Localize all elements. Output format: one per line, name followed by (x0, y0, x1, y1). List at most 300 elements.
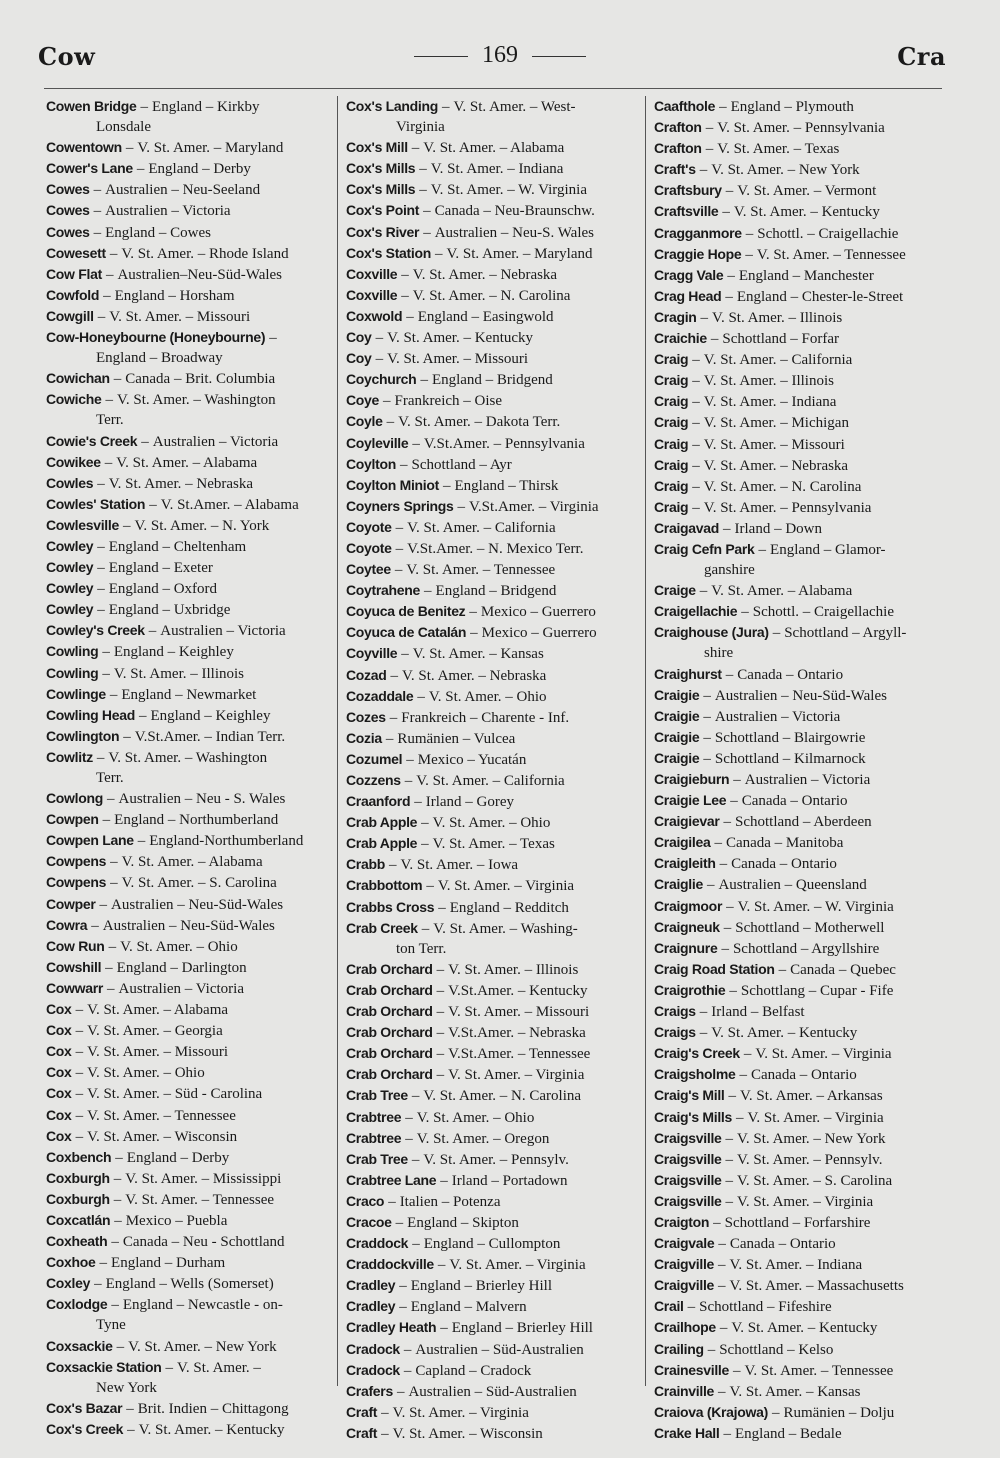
list-item (42, 1105, 332, 1126)
entry-location: V. St. Amer. – Washington (116, 392, 276, 409)
list-item (650, 1001, 946, 1022)
entry-location: V. St. Amer. – Missouri (703, 436, 845, 453)
entry-name: Craigvale (654, 1235, 715, 1252)
list-item (42, 705, 332, 726)
entry-location: V.St.Amer. – Tennessee (448, 1046, 591, 1063)
entry-location: V.St.Amer. – Indian Terr. (134, 728, 286, 745)
entry-location: V. St. Amer. – Ohio (120, 938, 238, 955)
entry-location: England – Oxford (108, 581, 218, 598)
entry-name: Cowles' Station (46, 495, 146, 512)
entry-location: Canada – Quebec (790, 961, 896, 978)
entry-name: Craft (346, 1424, 378, 1441)
list-item (650, 811, 946, 832)
list-item (650, 497, 946, 518)
header-left-guideword: Cow (38, 42, 96, 71)
entry-location: V. St. Amer. – N. Carolina (412, 287, 571, 304)
entry-name: Cowley (46, 601, 94, 618)
list-item (42, 536, 332, 557)
list-item (42, 1210, 332, 1231)
entry-name: Crabtree Lane (346, 1171, 437, 1188)
entry-location: England – Keighley (113, 644, 234, 661)
entry-location: V. St. Amer. – Vermont (737, 183, 877, 200)
list-item (650, 748, 946, 769)
entry-separator: – (436, 1046, 445, 1063)
entry-separator: – (700, 309, 709, 326)
entry-name: Coxlodge (46, 1296, 108, 1313)
entry-location: Canada – Ontario (731, 856, 837, 873)
entry-location: Irland – Belfast (711, 1004, 805, 1021)
entry-location: V. St. Amer. – Virginia (747, 1109, 884, 1126)
entry-name: Cragganmore (654, 224, 742, 241)
entry-name: Coxbench (46, 1148, 112, 1165)
entry-name: Cowlington (46, 727, 120, 744)
entry-separator: – (706, 877, 715, 894)
entry-separator: – (399, 1278, 407, 1295)
entry-name: Craigellachie (654, 603, 738, 620)
list-item (42, 1357, 332, 1378)
list-item (42, 957, 332, 978)
entry-location: V. St. Amer. – Alabama (116, 454, 258, 471)
entry-name: Cragin (654, 308, 697, 325)
entry-separator: – (401, 287, 409, 304)
list-item (342, 1402, 640, 1423)
entry-location: Australien – Victoria (744, 772, 871, 788)
entry-location: V. St. Amer. – Virginia (755, 1046, 892, 1063)
entry-location: V.St.Amer. – Virginia (469, 498, 599, 515)
entry-name: Cozzens (346, 772, 401, 788)
entry-location: England – Bridgend (431, 372, 553, 389)
entry-name: Craigie (654, 707, 700, 724)
entry-name: Cox's Station (346, 244, 431, 261)
entry-name: Cowfold (46, 286, 100, 303)
entry-location: V. St. Amer. – Pennsylv. (423, 1151, 569, 1168)
list-item (650, 1022, 946, 1043)
entry-separator: – (436, 961, 445, 978)
entry-name: Cox (46, 1127, 72, 1144)
entry-location: England – Manchester (738, 267, 874, 284)
list-item (42, 620, 332, 641)
entry-name: Craig Cefn Park (654, 540, 755, 557)
list-item (42, 473, 332, 494)
entry-name: Craft's (654, 161, 696, 178)
entry-separator: – (699, 583, 708, 600)
entry-location: V. St. Amer. – Washing- (433, 920, 578, 937)
entry-separator: – (107, 791, 115, 808)
list-item (650, 727, 946, 748)
header-dash-right (532, 56, 586, 57)
entry-name: Crab Orchard (346, 1003, 433, 1020)
entry-separator: – (137, 833, 146, 850)
entry-continuation: Terr. (96, 412, 124, 429)
entry-location: Canada – Ontario (729, 1236, 836, 1253)
entry-separator: – (435, 245, 443, 262)
entry-name: Craig (654, 351, 689, 368)
entry-name: Craco (346, 1192, 385, 1209)
entry-name: Craigneuk (654, 918, 720, 935)
entry-name: Craigsville (654, 1150, 722, 1167)
list-item (342, 959, 640, 980)
entry-separator: – (122, 517, 131, 534)
entry-location: V. St. Amer. – Washington (108, 749, 268, 766)
list-item (342, 1128, 640, 1149)
entry-separator: – (440, 1172, 448, 1189)
entry-separator: – (401, 266, 409, 283)
entry-location: V. St. Amer. – Rhode Island (121, 245, 289, 262)
entry-name: Cozia (346, 729, 382, 746)
list-item (650, 1085, 946, 1106)
list-item (650, 518, 946, 539)
page-number: 169 (482, 42, 518, 68)
entry-name: Craigrothie (654, 981, 726, 998)
entry-continuation: New York (96, 1379, 157, 1396)
entry-location: England – Cullompton (423, 1236, 561, 1253)
entry-location: Australien – Victoria (105, 203, 231, 220)
entry-separator: – (721, 940, 729, 957)
entry-separator: – (388, 857, 397, 874)
list-item (650, 1402, 946, 1423)
entry-location: Australien – Neu-Seeland (105, 182, 261, 199)
entry-name: Cox's Creek (46, 1420, 124, 1437)
list-item (650, 434, 946, 455)
entry-separator: – (102, 644, 110, 661)
entry-separator: – (725, 183, 734, 200)
entry-name: Coxville (346, 286, 398, 303)
entry-continuation: Tyne (96, 1317, 126, 1334)
entry-name: Coyleville (346, 434, 409, 451)
list-item (650, 349, 946, 370)
list-item (650, 874, 946, 895)
entry-separator: – (729, 982, 737, 999)
entry-separator: – (127, 1421, 135, 1438)
entry-name: Crafers (346, 1382, 393, 1399)
entry-location: V. St. Amer. – Kentucky (138, 1421, 285, 1438)
entry-name: Cox's River (346, 223, 420, 240)
list-item (42, 306, 332, 327)
entry-separator: – (389, 709, 398, 726)
list-item (342, 411, 640, 432)
entry-separator: – (107, 980, 115, 997)
entry-location: England – Durham (111, 1255, 226, 1272)
entry-location: V. St. Amer. – Dakota Terr. (398, 414, 561, 431)
list-item (650, 159, 946, 180)
list-item (42, 936, 332, 957)
entry-separator: – (375, 330, 384, 347)
entry-location: Schottl. – Craigellachie (752, 604, 894, 621)
entry-name: Cowen Bridge (46, 98, 137, 114)
entry-separator: – (440, 1320, 448, 1337)
entry-separator: – (126, 1400, 134, 1417)
entry-location: Australien – Victoria (118, 980, 244, 997)
entry-name: Crailing (654, 1340, 704, 1357)
entry-separator: – (115, 1149, 123, 1166)
list-item (650, 706, 946, 727)
entry-location: Schottl. – Craigellachie (757, 225, 899, 242)
entry-name: Cowes (46, 181, 90, 198)
entry-location: V. St. Amer. – California (703, 352, 853, 369)
list-item (42, 368, 332, 389)
entry-separator: – (419, 182, 427, 199)
entry-separator: – (149, 496, 157, 513)
list-item (650, 1296, 946, 1317)
entry-name: Cowentown (46, 139, 122, 156)
entry-location: V. St. Amer. – New York (737, 1130, 886, 1147)
entry-location: V. St. Amer. – Iowa (400, 857, 519, 874)
entry-location: V. St. Amer. – Kentucky (733, 204, 880, 221)
entry-location: Schottland – Fifeshire (699, 1299, 832, 1316)
list-item (42, 1168, 332, 1189)
list-item (42, 1336, 332, 1357)
entry-name: Craig's Creek (654, 1045, 740, 1062)
entry-location: England – Exeter (108, 560, 213, 577)
entry-separator: – (102, 665, 110, 682)
entry-location: V. St. Amer. – Pennsylv. (737, 1151, 883, 1168)
entry-location: Irland – Portadown (451, 1172, 568, 1189)
list-item (342, 1360, 640, 1381)
entry-separator: – (388, 1193, 396, 1210)
entry-columns (0, 96, 1000, 1442)
entry-name: Cox's Point (346, 202, 420, 219)
entry-name: Cozumel (346, 750, 403, 767)
header-right-guideword: Cra (897, 42, 946, 71)
entry-name: Crabtree (346, 1108, 402, 1125)
entry-separator: – (725, 666, 734, 683)
entry-name: Crab Creek (346, 919, 418, 936)
entry-separator: – (395, 1214, 404, 1231)
entry-separator: – (406, 308, 414, 325)
entry-separator: – (733, 772, 741, 788)
list-item (42, 663, 332, 684)
entry-name: Coylton Miniot (346, 476, 440, 493)
list-item (42, 1041, 332, 1062)
list-item (650, 1339, 946, 1360)
entry-name: Crafton (654, 140, 702, 157)
list-item (42, 830, 332, 851)
entry-location: England – Derby (148, 161, 251, 178)
list-item (42, 788, 332, 809)
entry-location: V. St. Amer. – Virginia (737, 1193, 874, 1210)
entry-location: V. St. Amer. – Indiana (729, 1257, 863, 1274)
entry-location: V. St. Amer. – Alabama (87, 1002, 229, 1019)
entry-continuation: shire (704, 645, 734, 662)
entry-separator: – (420, 372, 428, 389)
entry-separator: – (719, 99, 727, 115)
entry-name: Craigie Lee (654, 792, 727, 809)
entry-name: Cox's Landing (346, 98, 438, 114)
entry-name: Craig's Mill (654, 1087, 725, 1104)
entry-name: Craigton (654, 1213, 710, 1230)
list-item (42, 264, 332, 285)
entry-name: Cragg Vale (654, 266, 724, 283)
entry-separator: – (718, 1383, 726, 1400)
entry-separator: – (437, 1257, 446, 1274)
entry-location: Irland – Down (734, 520, 822, 537)
list-item (650, 286, 946, 307)
entry-continuation: Terr. (96, 770, 124, 786)
entry-separator: – (436, 1004, 445, 1021)
entry-separator: – (395, 519, 404, 536)
entry-name: Coxcatlán (46, 1211, 111, 1228)
entry-location: England – Brierley Hill (410, 1278, 552, 1295)
entry-name: Craige (654, 582, 696, 599)
entry-name: Craigilea (654, 834, 711, 851)
list-item (342, 496, 640, 517)
entry-separator: – (443, 477, 451, 494)
list-item (342, 686, 640, 707)
entry-separator: – (105, 266, 114, 283)
entry-separator: – (404, 773, 413, 789)
entry-location: England – Horsham (114, 287, 235, 304)
entry-separator: – (436, 1025, 445, 1042)
entry-separator: – (745, 246, 753, 263)
entry-name: Cow Run (46, 937, 105, 954)
entry-location: England – Easingwold (417, 308, 554, 325)
entry-name: Cradley (346, 1277, 396, 1294)
entry-separator: – (110, 854, 118, 871)
entry-location: V.St.Amer. – Kentucky (448, 982, 588, 999)
entry-separator: – (741, 604, 749, 621)
entry-location: – (269, 330, 277, 347)
entry-location: V. St. Amer. – Missouri (109, 308, 251, 325)
entry-name: Cow Flat (46, 265, 102, 282)
entry-name: Cow-Honeybourne (Honeybourne) (46, 329, 266, 346)
entry-location: V. St. Amer. – Virginia (437, 878, 575, 895)
list-item (342, 1233, 640, 1254)
entry-name: Cradock (346, 1361, 400, 1378)
entry-separator: – (718, 1236, 726, 1253)
list-item (42, 389, 332, 410)
entry-name: Craiglie (654, 876, 703, 893)
entry-location: England – Darlington (116, 959, 247, 976)
entry-separator: – (113, 371, 122, 388)
entry-separator: – (419, 161, 427, 178)
entry-name: Crab Apple (346, 814, 418, 831)
list-item (42, 1083, 332, 1104)
list-item (650, 1254, 946, 1275)
entry-separator: – (401, 646, 409, 663)
list-item (342, 1043, 640, 1064)
entry-location: V. St. Amer. – Tennessee (125, 1191, 275, 1208)
entry-name: Cradley (346, 1298, 396, 1315)
entry-name: Coytee (346, 561, 391, 578)
entry-separator: – (386, 414, 395, 431)
entry-name: Craigville (654, 1256, 715, 1273)
entry-location: England – Cowes (105, 224, 211, 241)
list-item (650, 917, 946, 938)
entry-name: Crabtree (346, 1129, 402, 1146)
entry-location: Canada – Neu - Schottland (122, 1234, 285, 1251)
list-item (342, 1064, 640, 1085)
entry-name: Craftsbury (654, 182, 722, 199)
entry-location: V. St. Amer. – Virginia (449, 1257, 586, 1274)
list-item (42, 1126, 332, 1147)
entry-location: England – Skipton (407, 1214, 519, 1231)
entry-name: Coxburgh (46, 1190, 110, 1207)
entry-separator: – (403, 1362, 412, 1379)
list-item (342, 475, 640, 496)
entry-separator: – (110, 875, 118, 892)
list-item (342, 812, 640, 833)
list-item (42, 1189, 332, 1210)
entry-name: Crabbottom (346, 877, 423, 894)
entry-location: England – Glamor- (770, 541, 886, 558)
list-item (342, 1107, 640, 1128)
entry-name: Crailhope (654, 1319, 716, 1336)
entry-location: V. St. Amer. – New York (711, 162, 860, 179)
entry-separator: – (426, 878, 434, 895)
entry-separator: – (725, 1172, 734, 1189)
entry-location: England – Bridgend (435, 583, 557, 600)
entry-location: V. St. Amer. – Mississippi (125, 1170, 282, 1187)
entry-separator: – (692, 478, 700, 495)
entry-location: V. St. Amer. – W. Virginia (737, 898, 894, 915)
header-dash-left (414, 56, 468, 57)
entry-continuation: ton Terr. (396, 940, 447, 957)
entry-separator: – (421, 815, 429, 832)
entry-location: England – Kirkby (152, 99, 260, 115)
entry-separator: – (469, 604, 477, 621)
entry-name: Cowes (46, 202, 90, 219)
entry-location: V. St. Amer. – Illinois (712, 309, 843, 326)
entry-name: Cowling (46, 664, 99, 681)
list-item (342, 1170, 640, 1191)
entry-name: Cradley Heath (346, 1319, 437, 1336)
entry-name: Craig's Mills (654, 1108, 733, 1125)
list-item (42, 431, 332, 452)
entry-name: Craigs (654, 1024, 696, 1041)
entry-location: V.St.Amer. – Pennsylvania (423, 435, 585, 452)
entry-name: Craigavad (654, 519, 719, 536)
entry-name: Coy (346, 329, 372, 346)
entry-location: V.St.Amer. – Nebraska (448, 1025, 586, 1042)
entry-separator: – (692, 373, 700, 390)
list-item (42, 1231, 332, 1252)
list-item (650, 223, 946, 244)
entry-separator: – (111, 1297, 119, 1314)
list-item (342, 243, 640, 264)
entry-name: Cox's Bazar (46, 1399, 123, 1416)
entry-location: V. St.Amer. – Alabama (160, 496, 299, 513)
list-item (650, 1064, 946, 1085)
list-item (342, 1296, 640, 1317)
entry-location: England – Newcastle - on- (122, 1297, 283, 1314)
list-item (342, 1149, 640, 1170)
entry-location: Schottland – Blairgowrie (714, 729, 866, 746)
list-item (650, 138, 946, 159)
entry-separator: – (109, 686, 118, 703)
entry-separator: – (148, 623, 157, 640)
list-item (342, 707, 640, 728)
entry-name: Cowpens (46, 853, 107, 870)
entry-location: Australien – Victoria (152, 433, 279, 450)
list-item (342, 770, 640, 791)
entry-name: Cox (46, 1022, 72, 1039)
list-item (650, 117, 946, 138)
entry-separator: – (403, 1341, 412, 1358)
entry-name: Cowgill (46, 307, 94, 324)
entry-separator: – (123, 728, 131, 745)
entry-name: Coyuca de Catalán (346, 624, 467, 641)
entry-separator: – (99, 896, 108, 913)
entry-separator: – (75, 1065, 84, 1082)
entry-location: V. St. Amer. – Alabama (423, 140, 565, 157)
list-item (42, 978, 332, 999)
entry-name: Cowley (46, 580, 94, 597)
list-item (650, 455, 946, 476)
entry-separator: – (692, 394, 700, 411)
entry-separator: – (692, 436, 700, 453)
entry-separator: – (141, 433, 149, 450)
entry-separator: – (727, 267, 735, 284)
